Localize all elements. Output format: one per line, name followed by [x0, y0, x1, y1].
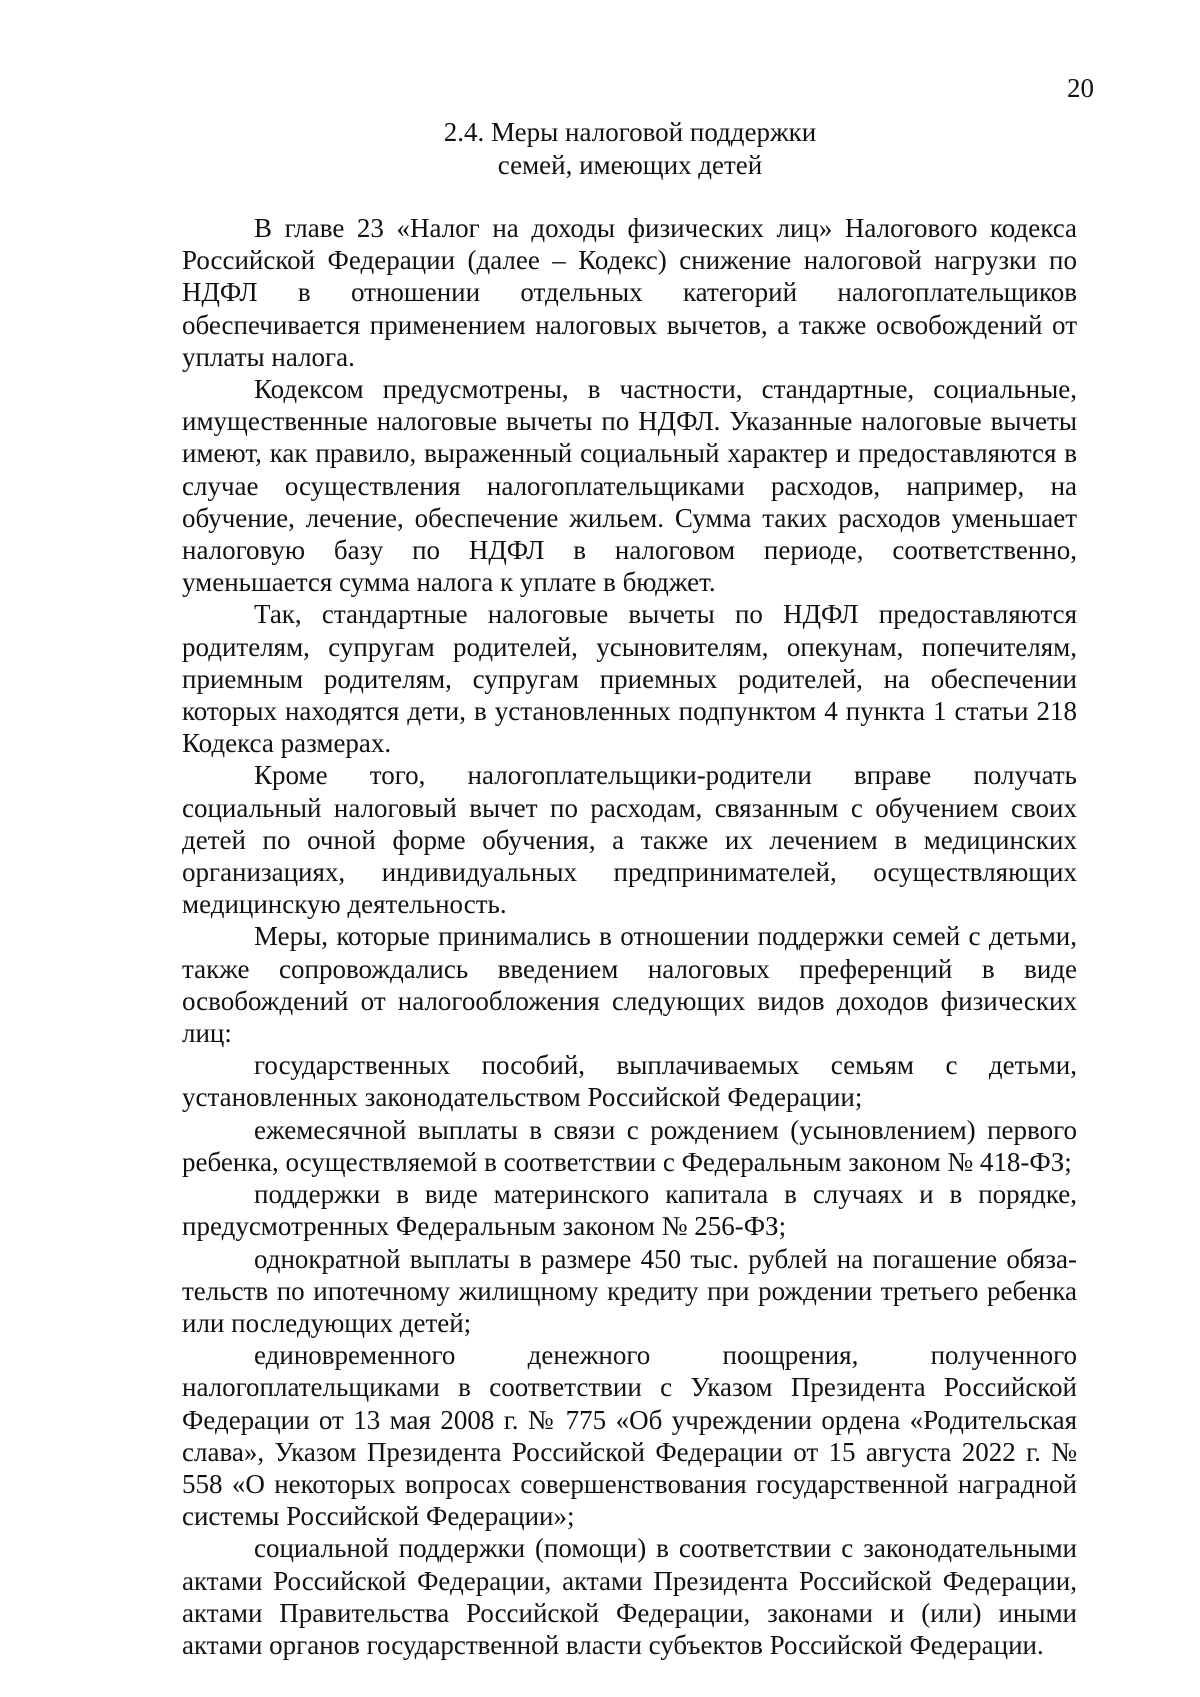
paragraph: Меры, которые принимались в отношении поддержки семей с детьми, также сопровождались введением налоговых преференций в виде освобождений от налогообложения следующих видов доходов физических лиц: [182, 921, 1077, 1049]
paragraph: Кодексом предусмотрены, в частности, стандартные, социальные, имущественные налоговые вычеты по НДФЛ. Указанные налоговые вычеты имеют, как правило, выраженный социальный характер и предоставляются в случае осуществления налогоплательщиками расходов, например, на обучение, лечение, обеспечение жильем. Сумма таких расходов уменьшает налоговую базу по НДФЛ в налоговом периоде, соответственно, уменьшается сумма налога к уплате в бюджет. [182, 374, 1077, 598]
paragraph: Кроме того, налогоплательщики-родители вправе получать социальный налоговый вычет по расходам, связанным с обучением своих детей по очной форме обучения, а также их лечением в медицинских организациях, индивидуальных предпринимателей, осуществляющих медицинскую деятельность. [182, 760, 1077, 920]
list-item: единовременного денежного поощрения, полученного налогоплательщиками в соответствии с Указом Президента Российской Федерации от 13 мая 2008 г. № 775 «Об учреждении ордена «Родительская слава», Указом Президента Российской Федерации от 15 августа 2022 г. № 558 «О некоторых вопросах совершенствования государственной наградной системы Российской Федерации»; [182, 1340, 1077, 1532]
list-item: поддержки в виде материнского капитала в случаях и в порядке, предусмотренных Федеральным законом № 256-ФЗ; [182, 1179, 1077, 1242]
paragraph: Так, стандартные налоговые вычеты по НДФЛ предоставляются родителям, супругам родителей, усыновителям, опекунам, попечителям, приемным родителям, супругам приемных родителей, на обеспечении которых находятся дети, в установленных подпунктом 4 пункта 1 статьи 218 Кодекса размерах. [182, 599, 1077, 759]
list-item: социальной поддержки (помощи) в соответствии с законодательными актами Российской Федерации, актами Президента Российской Федерации, актами Правительства Российской Федерации, законами и (или) иными актами органов государственной власти субъектов Российской Федерации. [182, 1533, 1077, 1660]
section-heading-line-1: 2.4. Меры налоговой поддержки [443, 117, 817, 147]
list-item: ежемесячной выплаты в связи с рождением (усыновлением) первого ребенка, осуществляемой в соответствии с Федеральным законом № 418-ФЗ; [182, 1114, 1077, 1177]
list-item: государственных пособий, выплачиваемых семьям с детьми, установленных законодательством Российской Федерации; [182, 1050, 1077, 1113]
page-number: 20 [1067, 73, 1094, 103]
paragraph: В главе 23 «Налог на доходы физических лиц» Налогового кодекса Российской Федерации (далее – Кодекс) снижение налоговой нагрузки по НДФЛ в отношении отдельных категорий налогоплательщиков обеспечивается применением налоговых вычетов, а также освобождений от уплаты налога. [182, 213, 1077, 372]
section-heading [180, 116, 1080, 182]
list-item: однократной выплаты в размере 450 тыс. рублей на погашение обязательств по ипотечному жилищному кредиту при рождении третьего ребенка или последующих детей; [182, 1243, 1077, 1338]
section-heading-line-2: семей, имеющих детей [497, 150, 763, 180]
body-text [182, 212, 1077, 1661]
